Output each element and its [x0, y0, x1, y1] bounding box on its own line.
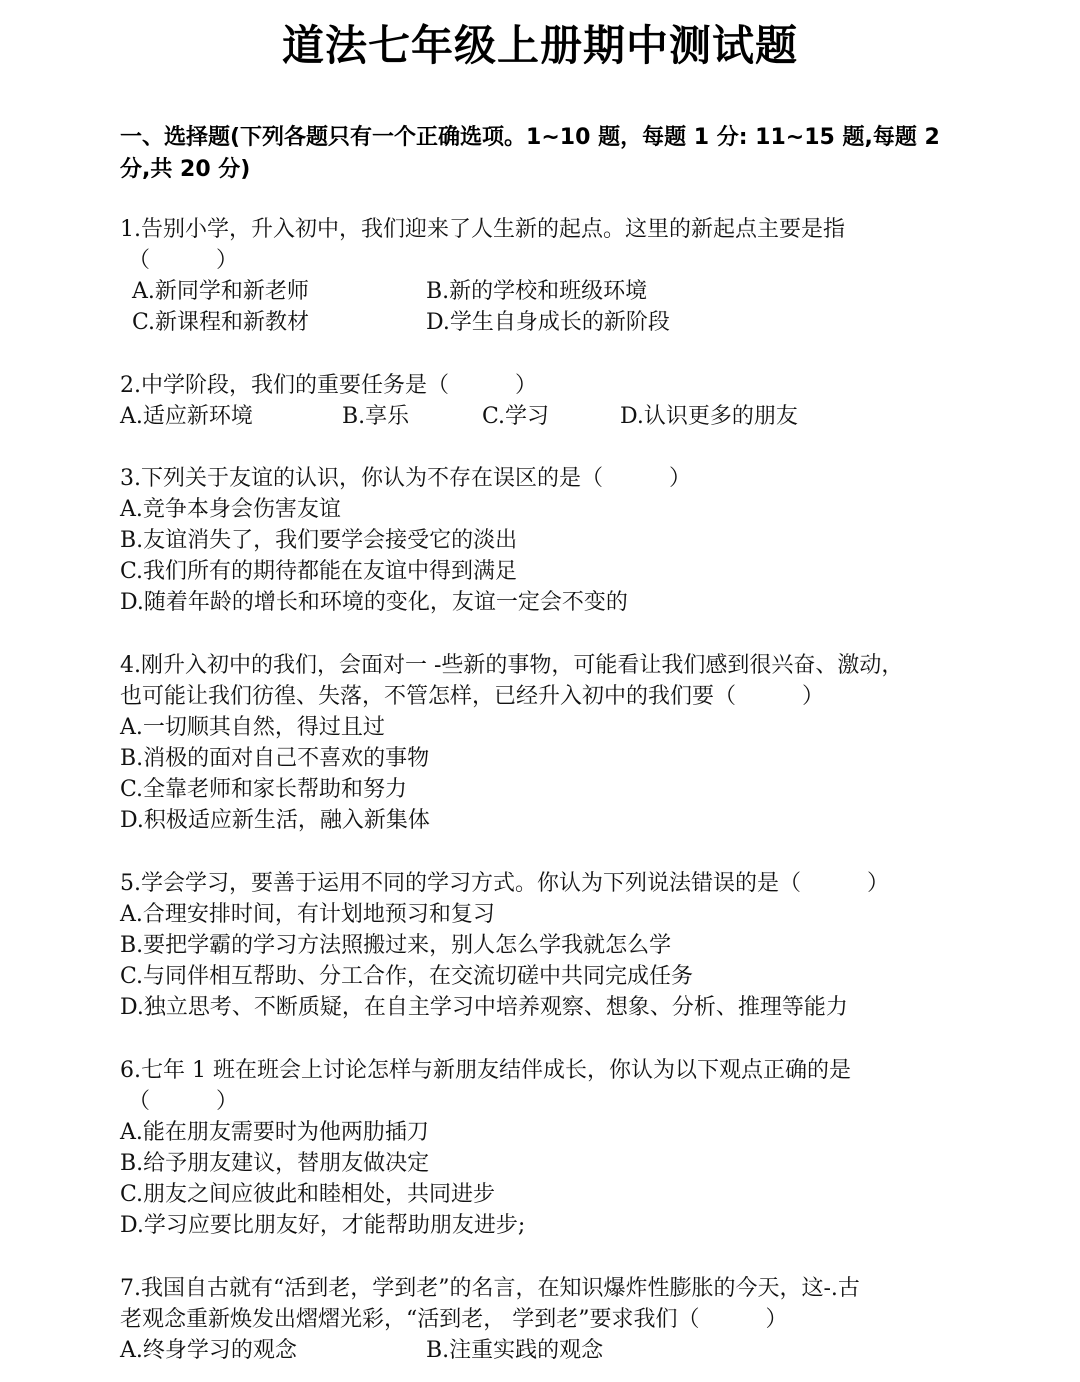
option-row: [120, 1335, 960, 1366]
option-b: B.享乐: [342, 404, 410, 429]
option-row: [120, 307, 960, 338]
option-d: D.学习应要比朋友好，才能帮助朋友进步;: [120, 1213, 526, 1238]
question-6: [120, 1055, 960, 1241]
question-stem: 3.下列关于友谊的认识，你认为不存在误区的是（ ）: [120, 466, 691, 491]
option-c: C.新课程和新教材: [132, 310, 310, 335]
option-a: A.一切顺其自然，得过且过: [120, 715, 385, 740]
option-a: A.新同学和新老师: [132, 279, 309, 304]
option-a: A.合理安排时间，有计划地预习和复习: [120, 902, 495, 927]
option-b: B.要把学霸的学习方法照搬过来，别人怎么学我就怎么学: [120, 933, 672, 958]
question-stem: 7.我国自古就有“活到老，学到老”的名言，在知识爆炸性膨胀的今天，这-.古: [120, 1276, 860, 1301]
option-a: A.适应新环境: [120, 404, 253, 429]
option-c: C.与同伴相互帮助、分工合作，在交流切磋中共同完成任务: [120, 964, 694, 989]
option-b: B.给予朋友建议，替朋友做决定: [120, 1151, 430, 1176]
answer-blank: （ ）: [128, 248, 239, 273]
document-title: 道法七年级上册期中测试题: [281, 21, 798, 70]
option-d: D.认识更多的朋友: [620, 404, 798, 429]
option-d: D.学生自身成长的新阶段: [426, 310, 670, 335]
option-c: C.我们所有的期待都能在友谊中得到满足: [120, 559, 518, 584]
question-stem: 5.学会学习，要善于运用不同的学习方式。你认为下列说法错误的是（ ）: [120, 871, 889, 896]
option-b: B.消极的面对自己不喜欢的事物: [120, 746, 430, 771]
option-c: C.全靠老师和家长帮助和努力: [120, 777, 408, 802]
question-stem-continued: 老观念重新焕发出熠熠光彩，“活到老， 学到老”要求我们（ ）: [120, 1307, 788, 1332]
option-b: B.友谊消失了，我们要学会接受它的淡出: [120, 528, 518, 553]
question-stem: 4.刚升入初中的我们，会面对一 -些新的事物，可能看让我们感到很兴奋、激动，: [120, 653, 904, 678]
option-a: A.终身学习的观念: [120, 1338, 297, 1363]
question-7: [120, 1273, 960, 1366]
option-c: C.朋友之间应彼此和睦相处，共同进步: [120, 1182, 496, 1207]
question-stem-continued: 也可能让我们彷徨、失落，不管怎样，已经升入初中的我们要（ ）: [120, 684, 825, 709]
answer-blank: （ ）: [128, 1089, 239, 1114]
option-a: A.能在朋友需要时为他两肋插刀: [120, 1120, 429, 1145]
option-row: [120, 401, 960, 432]
option-d: D.积极适应新生活，融入新集体: [120, 808, 430, 833]
section-header: 一、选择题(下列各题只有一个正确选项。1~10 题，每题 1 分: 11~15 题,每题 2 分,共 20 分): [120, 125, 940, 182]
question-4: [120, 650, 960, 836]
question-2: [120, 370, 960, 432]
question-1: [120, 214, 960, 338]
question-5: [120, 868, 960, 1023]
question-stem: 1.告别小学，升入初中，我们迎来了人生新的起点。这里的新起点主要是指: [120, 217, 845, 242]
question-stem: 6.七年 1 班在班会上讨论怎样与新朋友结伴成长，你认为以下观点正确的是: [120, 1058, 851, 1083]
option-d: D.独立思考、不断质疑，在自主学习中培养观察、想象、分析、推理等能力: [120, 995, 848, 1020]
option-d: D.随着年龄的增长和环境的变化，友谊一定会不变的: [120, 590, 628, 615]
question-stem: 2.中学阶段，我们的重要任务是（ ）: [120, 373, 537, 398]
option-row: [120, 276, 960, 307]
question-3: [120, 463, 960, 618]
option-c: C.学习: [482, 404, 550, 429]
option-b: B.注重实践的观念: [426, 1338, 604, 1363]
option-a: A.竞争本身会伤害友谊: [120, 497, 341, 522]
option-b: B.新的学校和班级环境: [426, 279, 648, 304]
